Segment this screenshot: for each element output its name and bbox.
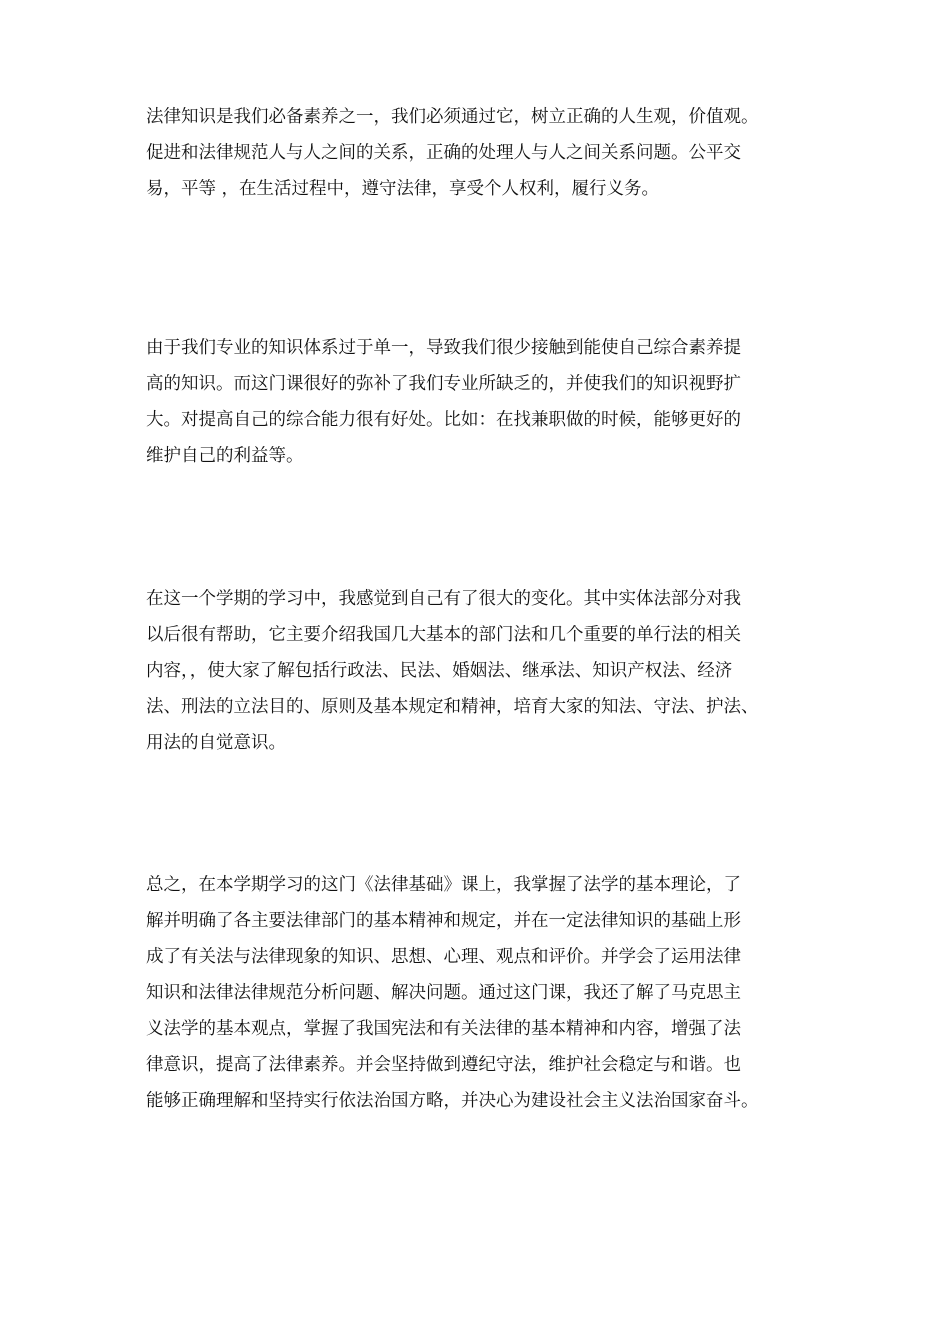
paragraph-line: 法、刑法的立法目的、原则及基本规定和精神，培育大家的知法、守法、护法、 bbox=[146, 697, 759, 717]
paragraph-line: 义法学的基本观点，掌握了我国宪法和有关法律的基本精神和内容，增强了法 bbox=[146, 1019, 741, 1039]
paragraph-line: 在这一个学期的学习中，我感觉到自己有了很大的变化。其中实体法部分对我 bbox=[146, 589, 741, 609]
paragraph-1 bbox=[146, 99, 816, 207]
paragraph-line: 总之，在本学期学习的这门《法律基础》课上，我掌握了法学的基本理论，了 bbox=[146, 875, 741, 895]
paragraph-line: 能够正确理解和坚持实行依法治国方略，并决心为建设社会主义法治国家奋斗。 bbox=[146, 1091, 759, 1111]
paragraph-2 bbox=[146, 330, 816, 474]
paragraph-3 bbox=[146, 581, 816, 761]
paragraph-line: 知识和法律法律规范分析问题、解决问题。通过这门课，我还了解了马克思主 bbox=[146, 983, 741, 1003]
paragraph-line: 大。对提高自己的综合能力很有好处。比如：在找兼职做的时候，能够更好的 bbox=[146, 410, 741, 430]
paragraph-line: 以后很有帮助，它主要介绍我国几大基本的部门法和几个重要的单行法的相关 bbox=[146, 625, 741, 645]
paragraph-4 bbox=[146, 867, 816, 1119]
paragraph-line: 高的知识。而这门课很好的弥补了我们专业所缺乏的，并使我们的知识视野扩 bbox=[146, 374, 741, 394]
paragraph-line: 易，平等 ，在生活过程中，遵守法律，享受个人权利，履行义务。 bbox=[146, 179, 660, 199]
paragraph-line: 成了有关法与法律现象的知识、思想、心理、观点和评价。并学会了运用法律 bbox=[146, 947, 741, 967]
paragraph-line: 由于我们专业的知识体系过于单一，导致我们很少接触到能使自己综合素养提 bbox=[146, 338, 741, 358]
paragraph-line: 律意识，提高了法律素养。并会坚持做到遵纪守法，维护社会稳定与和谐。也 bbox=[146, 1055, 741, 1075]
paragraph-line: 解并明确了各主要法律部门的基本精神和规定，并在一定法律知识的基础上形 bbox=[146, 911, 741, 931]
paragraph-line: 法律知识是我们必备素养之一，我们必须通过它，树立正确的人生观，价值观。 bbox=[146, 107, 759, 127]
paragraph-line: 维护自己的利益等。 bbox=[146, 446, 304, 466]
paragraph-line: 内容，，使大家了解包括行政法、民法、婚姻法、继承法、知识产权法、经济 bbox=[146, 661, 733, 681]
paragraph-line: 促进和法律规范人与人之间的关系，正确的处理人与人之间关系问题。公平交 bbox=[146, 143, 741, 163]
paragraph-line: 用法的自觉意识。 bbox=[146, 733, 286, 753]
